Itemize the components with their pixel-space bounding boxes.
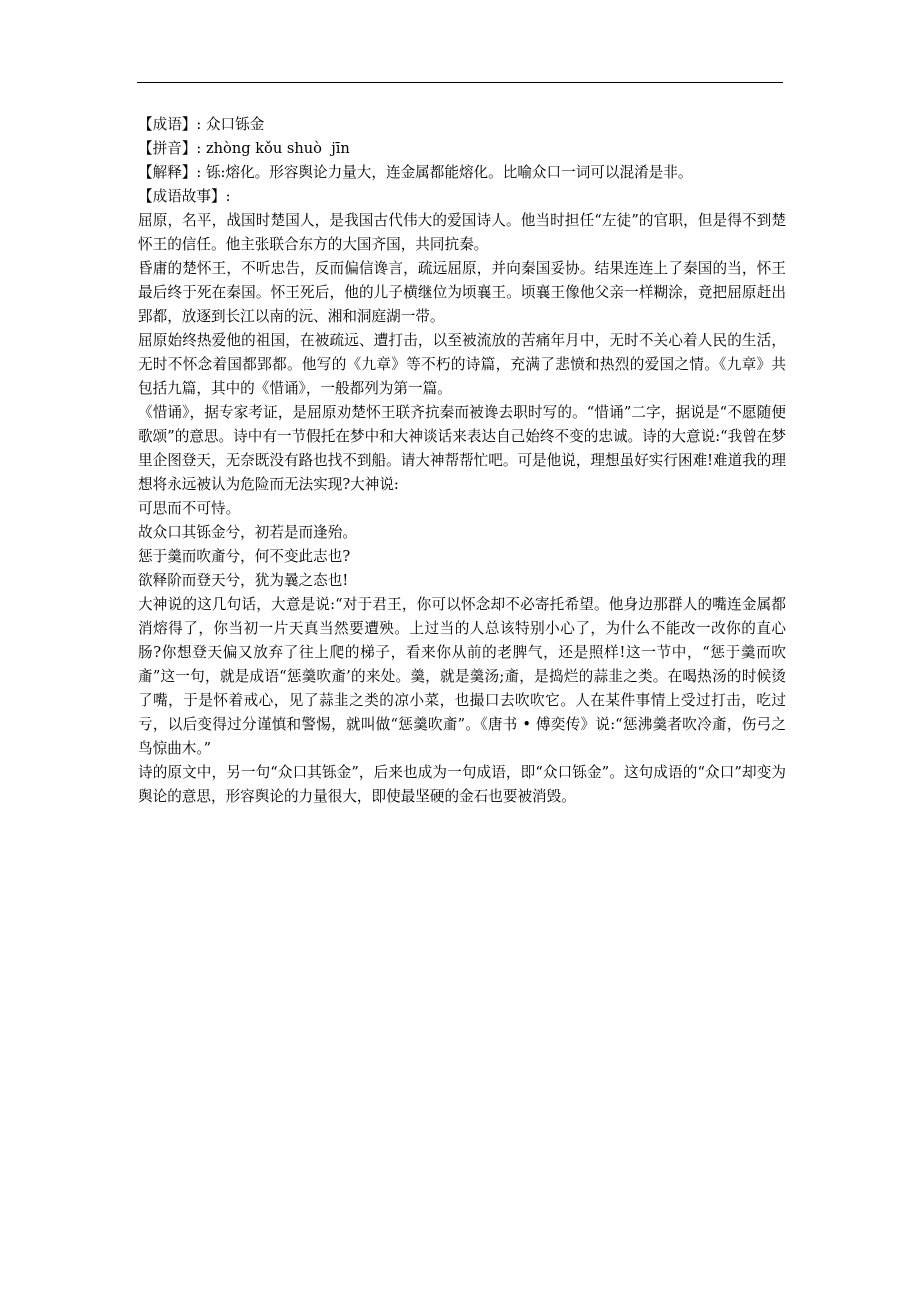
poem-line: 故众口其铄金兮，初若是而逢殆。 xyxy=(138,524,357,541)
field-label: 【成语故事】 xyxy=(138,188,226,205)
field-pinyin xyxy=(138,137,786,161)
field-idiom xyxy=(138,113,786,137)
story-paragraph: 《惜诵》，据专家考证，是屈原劝楚怀王联齐抗秦而被谗去职时写的。“惜诵”二字，据说是“不愿随便歌颂”的意思。诗中有一节假托在梦中和大神谈话来表达自己始终不变的忠诚。诗的大意说:“我曾在梦里企图登天，无奈既没有路也找不到船。请大神帮帮忙吧。可是他说，理想虽好实行困难!难道我的理想将永远被认为危险而无法实现?大神说: xyxy=(138,404,786,493)
poem-line: 惩于羹而吹齑兮，何不变此志也? xyxy=(138,548,351,565)
field-separator: : xyxy=(196,140,206,157)
poem-line: 欲释阶而登天兮，犹为曩之态也! xyxy=(138,572,349,589)
story-paragraph: 大神说的这几句话，大意是说:“对于君王，你可以怀念却不必寄托希望。他身边那群人的嘴连金属都消熔得了，你当初一片天真当然要遭殃。上过当的人总该特别小心了，为什么不能改一改你的直心肠?你想登天偏又放弃了往上爬的梯子，看来你从前的老脾气，还是照样!这一节中，“惩于羹而吹齑”这一句，就是成语“惩羹吹齑’的来处。羹，就是羹汤;齑，是捣烂的蒜韭之类。在喝热汤的时候烫了嘴，于是怀着戒心，见了蒜韭之类的凉小菜，也撮口去吹吹它。人在某件事情上受过打击，吃过亏，以后变得过分谨慎和警惕，就叫做“惩羹吹齑”。《唐书 • 傅奕传》说:“惩沸羹者吹冷齑，伤弓之鸟惊曲木。” xyxy=(138,596,786,757)
field-value: zhòng kǒu shuò jīn xyxy=(205,140,350,157)
field-separator: : xyxy=(196,116,206,133)
poem-line: 可思而不可恃。 xyxy=(138,500,241,517)
field-story xyxy=(138,185,786,209)
field-label: 【解释】 xyxy=(138,164,197,181)
story-paragraph: 昏庸的楚怀王，不听忠告，反而偏信谗言，疏远屈原，并向秦国妥协。结果连连上了秦国的当，怀王最后终于死在秦国。怀王死后，他的儿子横继位为顷襄王。顷襄王像他父亲一样糊涂，竟把屈原赶出郢都，放逐到长江以南的沅、湘和洞庭湖一带。 xyxy=(138,260,786,325)
header-rule xyxy=(137,82,783,83)
field-label: 【成语】 xyxy=(138,116,197,133)
field-value: 铄:熔化。形容舆论力量大，连金属都能熔化。比喻众口一词可以混淆是非。 xyxy=(205,164,693,181)
field-value: 众口铄金 xyxy=(205,116,265,133)
field-label: 【拼音】 xyxy=(138,140,197,157)
field-separator: : xyxy=(225,188,236,205)
story-paragraph: 屈原始终热爱他的祖国，在被疏远、遭打击，以至被流放的苦痛年月中，无时不关心着人民的生活，无时不怀念着国都郢都。他写的《九章》等不朽的诗篇，充满了悲愤和热烈的爱国之情。《九章》共包括九篇，其中的《惜诵》，一般都列为第一篇。 xyxy=(138,332,786,397)
field-explanation xyxy=(138,161,786,185)
document-body xyxy=(138,113,786,809)
field-separator: : xyxy=(196,164,206,181)
story-paragraph: 屈原，名平，战国时楚国人，是我国古代伟大的爱国诗人。他当时担任“左徒”的官职，但是得不到楚怀王的信任。他主张联合东方的大国齐国，共同抗秦。 xyxy=(138,212,786,253)
story-paragraph: 诗的原文中，另一句“众口其铄金”，后来也成为一句成语，即“众口铄金”。这句成语的“众口”却变为舆论的意思，形容舆论的力量很大，即使最坚硬的金石也要被消毁。 xyxy=(138,764,786,805)
